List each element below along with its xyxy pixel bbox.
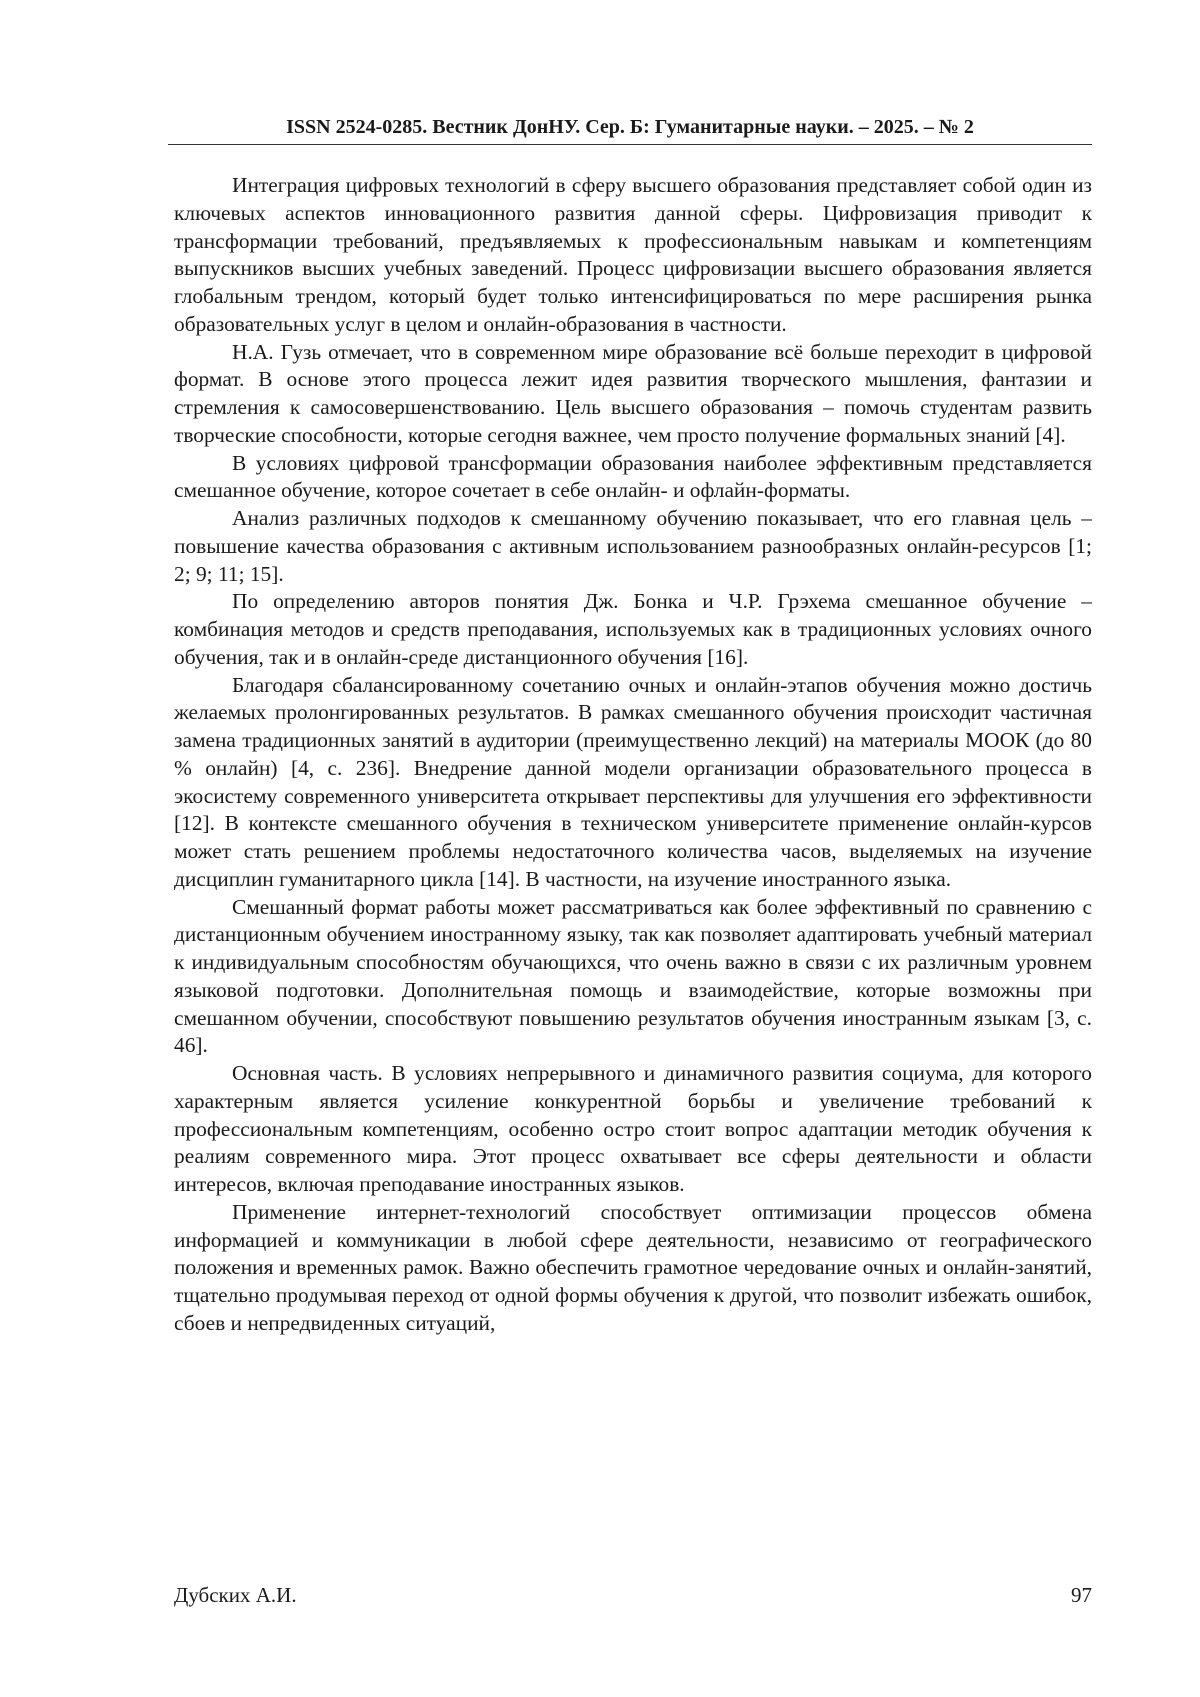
paragraph: Благодаря сбалансированному сочетанию очных и онлайн-этапов обучения можно достичь желаемых пролонгированных результатов. В рамках смешанного обучения происходит частичная замена традиционных занятий в аудитории (преимущественно лекций) на материалы МООК (до 80 % онлайн) [4, с. 236]. Внедрение данной модели организации образовательного процесса в экосистему современного университета открывает перспективы для улучшения его эффективности [12]. В контексте смешанного обучения в техническом университете применение онлайн-курсов может стать решением проблемы недостаточного количества часов, выделяемых на изучение дисциплин гуманитарного цикла [14]. В частности, на изучение иностранного языка. bbox=[174, 672, 1092, 891]
paragraph: Анализ различных подходов к смешанному обучению показывает, что его главная цель – повышение качества образования с активным использованием разнообразных онлайн-ресурсов [1; 2; 9; 11; 15]. bbox=[174, 506, 1092, 586]
paragraph: Основная часть. В условиях непрерывного и динамичного развития социума, для которого характерным является усиление конкурентной борьбы и увеличение требований к профессиональным компетенциям, особенно остро стоит вопрос адаптации методик обучения к реалиям современного мира. Этот процесс охватывает все сферы деятельности и области интересов, включая преподавание иностранных языков. bbox=[174, 1061, 1092, 1196]
running-header bbox=[168, 112, 1092, 145]
paragraph: По определению авторов понятия Дж. Бонка и Ч.Р. Грэхема смешанное обучение – комбинация методов и средств преподавания, используемых как в традиционных условиях очного обучения, так и в онлайн-среде дистанционного обучения [16]. bbox=[174, 589, 1092, 669]
article-body bbox=[174, 172, 1092, 1338]
footer-author: Дубских А.И. bbox=[174, 1583, 297, 1607]
paragraph: В условиях цифровой трансформации образования наиболее эффективным представляется смешанное обучение, которое сочетает в себе онлайн- и офлайн-форматы. bbox=[174, 450, 1092, 503]
paragraph: Применение интернет-технологий способствует оптимизации процессов обмена информацией и коммуникации в любой сфере деятельности, независимо от географического положения и временных рамок. Важно обеспечить грамотное чередование очных и онлайн-занятий, тщательно продумывая переход от одной формы обучения к другой, что позволит избежать ошибок, сбоев и непредвиденных ситуаций, bbox=[174, 1199, 1092, 1335]
paragraph: Смешанный формат работы может рассматриваться как более эффективный по сравнению с дистанционным обучением иностранному языку, так как позволяет адаптировать учебный материал к индивидуальным способностям обучающихся, что очень важно в связи с их различным уровнем языковой подготовки. Дополнительная помощь и взаимодействие, которые возможны при смешанном обучении, способствуют повышению результатов обучения иностранным языкам [3, с. 46]. bbox=[174, 894, 1092, 1058]
page-number: 97 bbox=[1071, 1583, 1092, 1607]
page-footer bbox=[174, 1582, 1092, 1608]
paragraph: Н.А. Гузь отмечает, что в современном мире образование всё больше переходит в цифровой формат. В основе этого процесса лежит идея развития творческого мышления, фантазии и стремления к самосовершенствованию. Цель высшего образования – помочь студентам развить творческие способности, которые сегодня важнее, чем просто получение формальных знаний [4]. bbox=[174, 339, 1092, 447]
journal-header-text: ISSN 2524-0285. Вестник ДонНУ. Сер. Б: Гуманитарные науки. – 2025. – № 2 bbox=[286, 116, 974, 138]
paragraph: Интеграция цифровых технологий в сферу высшего образования представляет собой один из ключевых аспектов инновационного развития данной сферы. Цифровизация приводит к трансформации требований, предъявляемых к профессиональным навыкам и компетенциям выпускников высших учебных заведений. Процесс цифровизации высшего образования является глобальным трендом, который будет только интенсифицироваться по мере расширения рынка образовательных услуг в целом и онлайн-образования в частности. bbox=[174, 173, 1092, 336]
